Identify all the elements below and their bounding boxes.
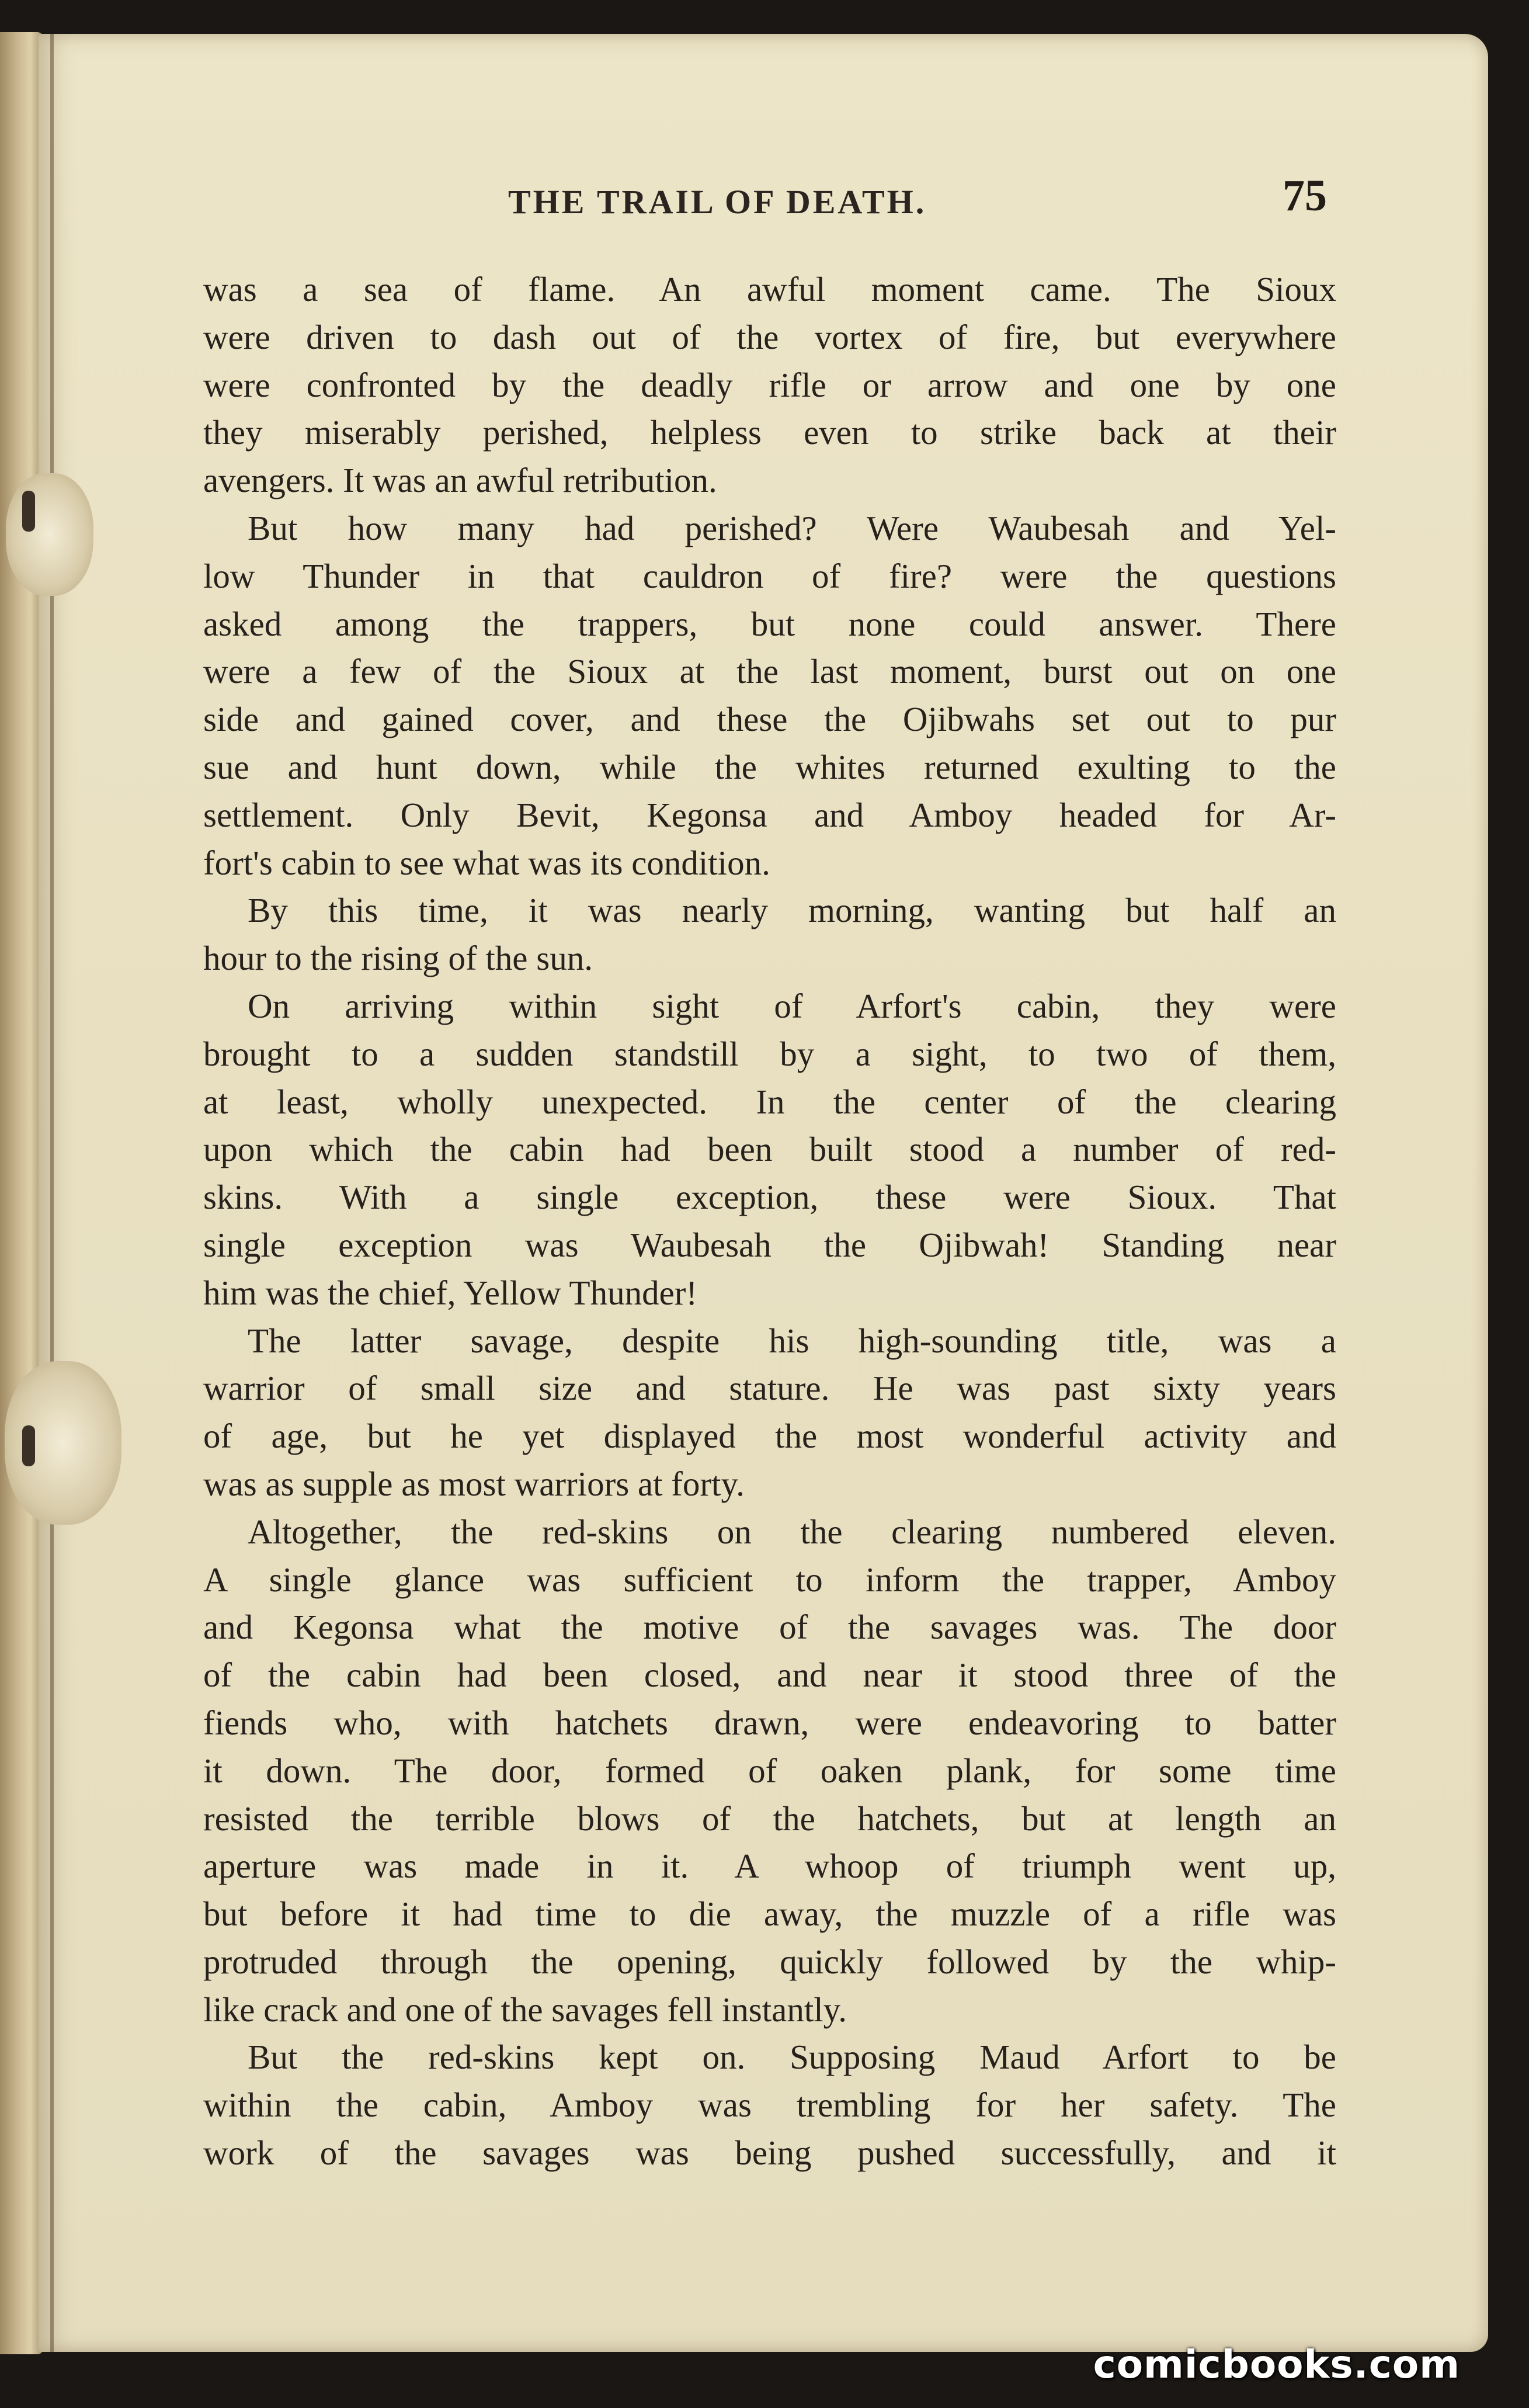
- binding-stitch-top: [6, 473, 93, 596]
- text-line: warrior of small size and stature. He was past sixty years: [203, 1369, 1336, 1408]
- text-line: The latter savage, despite his high-sounding title, was a: [248, 1321, 1336, 1360]
- page-spine: [50, 34, 54, 2352]
- text-line: him was the chief, Yellow Thunder!: [203, 1273, 698, 1312]
- text-line: single exception was Waubesah the Ojibwah! Standing near: [203, 1225, 1336, 1264]
- text-line: A single glance was sufficient to inform the trapper, Amboy: [203, 1560, 1336, 1599]
- text-line: at least, wholly unexpected. In the center of the clearing: [203, 1082, 1336, 1121]
- text-line: resisted the terrible blows of the hatchets, but at length an: [203, 1799, 1336, 1838]
- text-line: By this time, it was nearly morning, wanting but half an: [248, 891, 1336, 930]
- text-line: like crack and one of the savages fell instantly.: [203, 1990, 847, 2029]
- text-line: within the cabin, Amboy was trembling for her safety. The: [203, 2086, 1336, 2125]
- text-line: But the red-skins kept on. Supposing Maud Arfort to be: [248, 2038, 1336, 2077]
- text-line: side and gained cover, and these the Ojibwahs set out to pur: [203, 700, 1336, 739]
- text-line: low Thunder in that cauldron of fire? were the questions: [203, 556, 1336, 595]
- text-line: were driven to dash out of the vortex of fire, but everywhere: [203, 317, 1336, 356]
- body-text: [203, 266, 1336, 2177]
- binding-thread: [22, 1425, 35, 1466]
- text-line: protruded through the opening, quickly followed by the whip-: [203, 1942, 1336, 1981]
- watermark: comicbooks.com: [1093, 2342, 1460, 2387]
- text-line: upon which the cabin had been built stood a number of red-: [203, 1130, 1336, 1169]
- text-line: settlement. Only Bevit, Kegonsa and Amboy headed for Ar-: [203, 795, 1336, 834]
- text-line: hour to the rising of the sun.: [203, 939, 593, 978]
- binding-stitch-bottom: [5, 1361, 121, 1525]
- previous-page-edge: [0, 32, 43, 2354]
- text-line: was as supple as most warriors at forty.: [203, 1464, 745, 1503]
- text-line: were a few of the Sioux at the last moment, burst out on one: [203, 652, 1336, 691]
- text-line: skins. With a single exception, these were Sioux. That: [203, 1178, 1336, 1217]
- text-line: were confronted by the deadly rifle or arrow and one by one: [203, 365, 1336, 404]
- binding-thread: [22, 491, 35, 532]
- text-line: was a sea of flame. An awful moment came. The Sioux: [203, 270, 1336, 308]
- text-line: avengers. It was an awful retribution.: [203, 461, 717, 500]
- text-line: work of the savages was being pushed successfully, and it: [203, 2133, 1336, 2173]
- text-line: Altogether, the red-skins on the clearing numbered eleven.: [248, 1512, 1336, 1551]
- text-line: fort's cabin to see what was its condition.: [203, 843, 770, 882]
- text-line: On arriving within sight of Arfort's cabin, they were: [248, 986, 1336, 1025]
- text-line: of the cabin had been closed, and near it stood three of the: [203, 1656, 1336, 1695]
- text-line: sue and hunt down, while the whites returned exulting to the: [203, 747, 1336, 786]
- text-line: they miserably perished, helpless even to strike back at their: [203, 413, 1336, 452]
- text-line: but before it had time to die away, the muzzle of a rifle was: [203, 1895, 1336, 1934]
- text-line: fiends who, with hatchets drawn, were endeavoring to batter: [203, 1703, 1336, 1742]
- page-number: 75: [1283, 171, 1327, 220]
- text-line: it down. The door, formed of oaken plank, for some time: [203, 1751, 1336, 1790]
- text-line: of age, but he yet displayed the most wonderful activity and: [203, 1417, 1336, 1456]
- text-line: But how many had perished? Were Waubesah and Yel-: [248, 508, 1336, 547]
- running-header: THE TRAIL OF DEATH.: [508, 183, 927, 221]
- text-line: and Kegonsa what the motive of the savages was. The door: [203, 1608, 1336, 1647]
- text-line: asked among the trappers, but none could answer. There: [203, 604, 1336, 643]
- text-line: brought to a sudden standstill by a sight, to two of them,: [203, 1034, 1336, 1073]
- text-line: aperture was made in it. A whoop of triumph went up,: [203, 1847, 1336, 1886]
